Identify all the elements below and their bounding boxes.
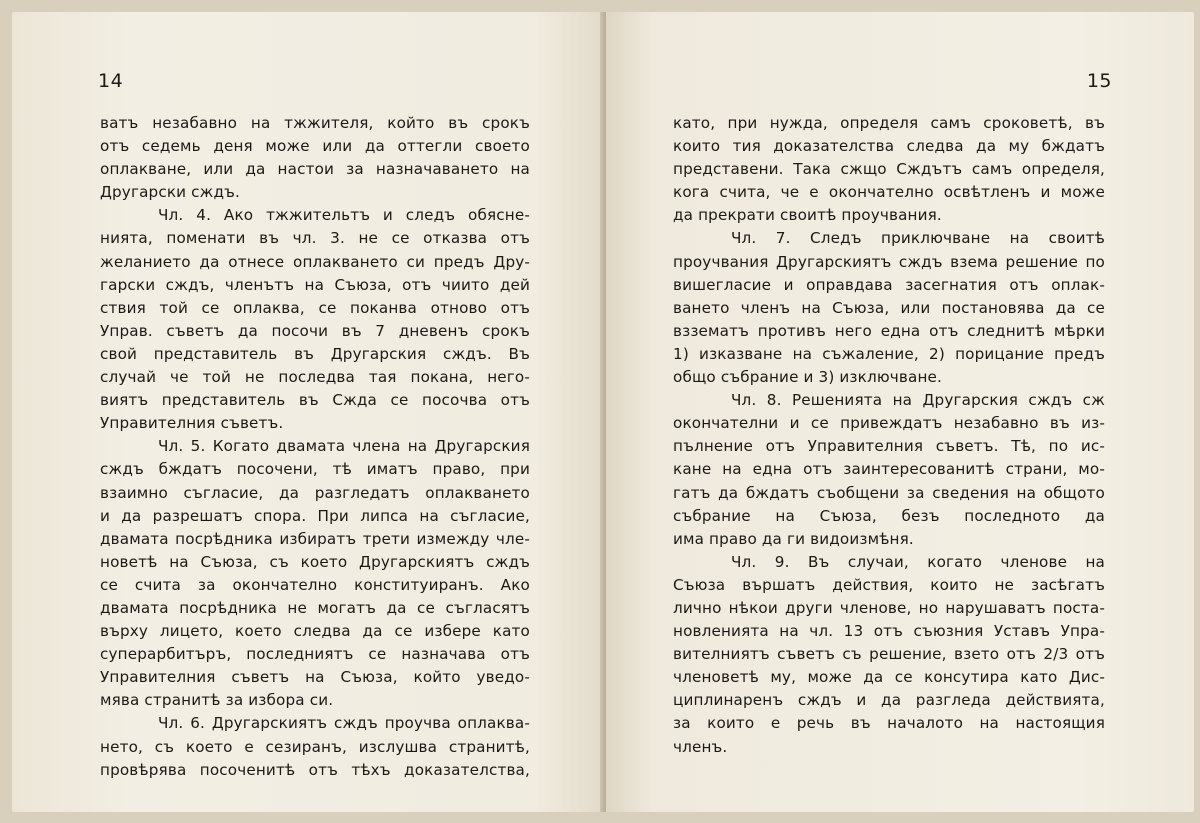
text-line: желанието да отнесе оплакването си предъ Дру-	[100, 252, 530, 271]
text-line: Чл. 9. Въ случаи, когато членове на	[731, 552, 1105, 571]
text-line: виятъ представитель въ Сжда се посочва отъ	[100, 391, 530, 410]
text-line: провѣрява посоченитѣ отъ тѣхъ доказателства,	[100, 760, 530, 779]
text-line: кане на една отъ заинтересованитѣ страни, мо-	[673, 460, 1105, 479]
text-line: Управителния съветъ на Съюза, който уведо-	[100, 668, 530, 687]
text-line: нията, поменати въ чл. 3. не се отказва отъ	[100, 229, 530, 248]
text-line: вишегласие и оправдава засегнатия отъ оплак-	[673, 275, 1105, 294]
text-line: ването членъ на Съюза, или постановява да се	[673, 298, 1105, 317]
text-line: Чл. 4. Ако тжжительтъ и следъ обясне-	[158, 206, 530, 225]
text-line: кога счита, че е окончателно освѣтленъ и може	[673, 183, 1105, 202]
text-line: сждъ бждатъ посочени, тѣ иматъ право, при	[100, 460, 530, 479]
text-line: новетѣ на Съюза, съ което Другарскиятъ сждъ	[100, 552, 530, 571]
text-line: Чл. 8. Решенията на Другарския сждъ сж	[731, 391, 1105, 410]
text-line: за които е речь въ началото на настоящия	[673, 714, 1105, 733]
right-page	[606, 12, 1194, 812]
text-line: ствия той се оплаква, се поканва отново отъ	[100, 298, 530, 317]
text-line: взаимно съгласие, да разгледатъ оплакването	[100, 483, 530, 502]
page-number: 14	[98, 70, 124, 92]
text-line: се счита за окончателно конституиранъ. Ако	[100, 575, 530, 594]
text-line: членоветѣ му, може да се консутира като Дис-	[673, 668, 1105, 687]
text-line: има право да ги видоизмѣня.	[673, 529, 914, 548]
text-line: членъ.	[673, 737, 728, 756]
text-line: случай че той не последва тая покана, него-	[100, 368, 530, 387]
text-line: Чл. 6. Другарскиятъ сждъ проучва оплаква-	[158, 714, 530, 733]
text-line: пълнение отъ Управителния съветъ. Тѣ, по ис-	[673, 437, 1105, 456]
text-line: Чл. 7. Следъ приключване на своитѣ	[731, 229, 1105, 248]
text-line: като, при нужда, определя самъ сроковетѣ, въ	[673, 114, 1105, 132]
text-line: двамата посрѣдника избиратъ трети измежду чле-	[100, 529, 530, 548]
text-line: отъ седемь деня може или да оттегли своето	[100, 137, 530, 156]
text-line: циплинаренъ сждъ и да разгледа действията,	[673, 691, 1105, 710]
page-text	[100, 112, 530, 782]
text-line: Другарски сждъ.	[100, 183, 240, 202]
text-line: общо събрание и 3) изключване.	[673, 368, 943, 387]
text-line: окончателни и се привеждатъ незабавно въ из-	[673, 414, 1105, 433]
text-line: Управ. съветъ да посочи въ 7 дневенъ срокъ	[100, 321, 530, 340]
text-line: представени. Така сжщо Сждътъ самъ определя,	[673, 160, 1105, 179]
text-line: Съюза вършатъ действия, които не засѣгатъ	[673, 575, 1105, 594]
text-line: суперарбитъръ, последниятъ се назначава отъ	[100, 645, 530, 664]
text-line: събрание на Съюза, безъ последното да	[673, 506, 1105, 525]
text-line: гатъ да бждатъ съобщени за сведения на общото	[673, 483, 1105, 502]
text-line: ватъ незабавно на тжжителя, който въ срокъ	[100, 114, 530, 132]
page-text	[673, 112, 1105, 759]
text-line: 1) изказване на съжаление, 2) порицание предъ	[673, 344, 1105, 363]
left-page	[12, 12, 604, 812]
text-line: проучвания Другарскиятъ сждъ взема решение по	[673, 252, 1105, 271]
text-line: Чл. 5. Когато двамата члена на Другарския	[158, 437, 530, 456]
text-line: двамата посрѣдника не могатъ да се съгласятъ	[100, 598, 530, 617]
text-line: вззематъ противъ него една отъ следнитѣ мѣрки	[673, 321, 1105, 340]
text-line: мява странитѣ за избора си.	[100, 691, 334, 710]
page-number: 15	[1086, 70, 1112, 92]
text-line: новленията на чл. 13 отъ съюзния Уставъ Упра-	[673, 622, 1105, 641]
text-line: лично нѣкои други членове, но нарушаватъ поста-	[673, 598, 1105, 617]
text-line: върху лицето, което следва да се избере като	[100, 622, 530, 641]
text-line: Управителния съветъ.	[100, 414, 284, 433]
text-line: гарски сждъ, членътъ на Съюза, отъ чиито дей	[100, 275, 530, 294]
text-line: и да разрешатъ спора. При липса на съгласие,	[100, 506, 530, 525]
text-line: които тия доказателства следва да му бждатъ	[673, 137, 1105, 156]
text-line: оплакване, или да настои за назначаването на	[100, 160, 530, 179]
text-line: нето, съ което е сезиранъ, изслушва странитѣ,	[100, 737, 530, 756]
text-line: да прекрати своитѣ проучвания.	[673, 206, 942, 225]
text-line: свой представитель въ Другарския сждъ. Въ	[100, 344, 530, 363]
text-line: вителниятъ съветъ съ решение, взето отъ 2/3 отъ	[673, 645, 1105, 664]
